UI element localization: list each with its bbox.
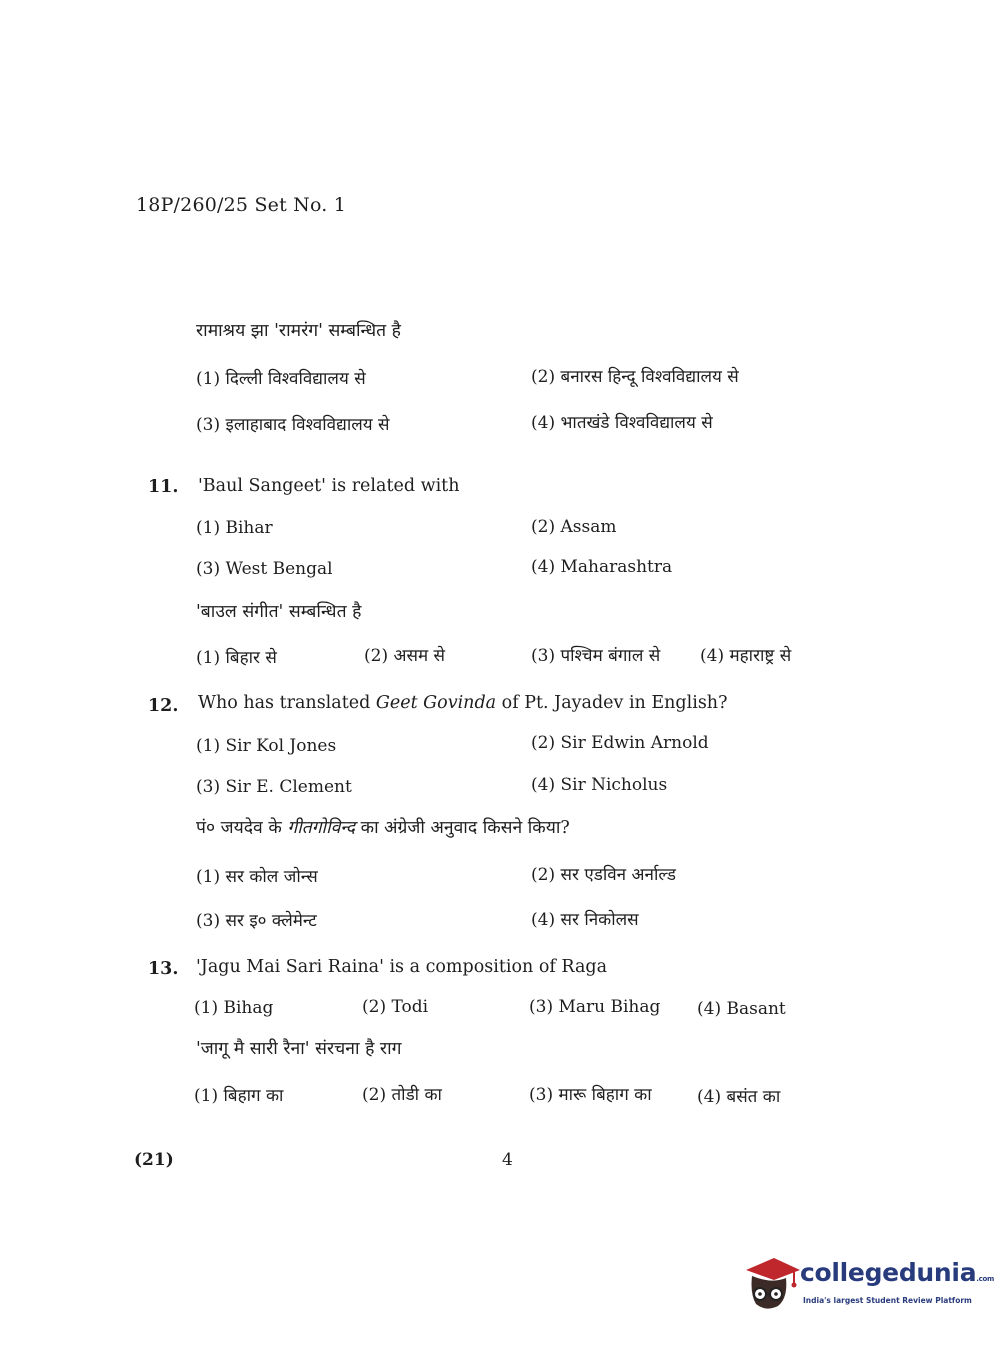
page-number: 4 [502,1150,513,1170]
q12-option-1: (1) Sir Kol Jones [196,736,337,756]
q12-hindi-stem-part-c: का अंग्रेजी अनुवाद किसने किया? [360,818,570,838]
q12-stem [198,693,727,713]
q13-hindi-option-4: (4) बसंत का [697,1087,781,1107]
q12-stem-title: Geet Govinda [375,693,497,713]
q11-number: 11. [148,477,179,497]
q11-hindi-option-3: (3) पश्चिम बंगाल से [531,646,661,666]
q11-hindi-option-1: (1) बिहार से [196,648,277,668]
q12-number: 12. [148,696,179,716]
q13-option-3: (3) Maru Bihag [529,997,661,1017]
logo-wordmark [800,1258,994,1287]
collegedunia-logo[interactable] [744,1250,994,1320]
q12-hindi-option-2: (2) सर एडविन अर्नाल्ड [531,865,676,885]
q12-stem-part-a: Who has translated [198,693,371,713]
q13-number: 13. [148,959,179,979]
q11-hindi-option-4: (4) महाराष्ट्र से [700,646,792,666]
q11-stem: 'Baul Sangeet' is related with [198,476,460,496]
q12-hindi-stem-title: गीतगोविन्द [287,818,356,838]
logo-name: collegedunia [800,1258,977,1287]
q13-option-4: (4) Basant [697,999,786,1019]
q13-hindi-option-1: (1) बिहाग का [194,1086,284,1106]
q10-hindi-stem: रामाश्रय झा 'रामरंग' सम्बन्धित है [196,321,401,341]
q13-option-1: (1) Bihag [194,998,274,1018]
q10-hindi-option-4: (4) भातखंडे विश्वविद्यालय से [531,413,713,433]
q12-option-3: (3) Sir E. Clement [196,777,352,797]
q11-hindi-option-2: (2) असम से [364,646,446,666]
q12-hindi-option-4: (4) सर निकोलस [531,910,639,930]
q11-option-3: (3) West Bengal [196,559,333,579]
mascot-icon [744,1254,800,1314]
q13-hindi-option-3: (3) मारू बिहाग का [529,1085,652,1105]
q13-stem: 'Jagu Mai Sari Raina' is a composition of Raga [196,957,608,977]
logo-suffix: .com [976,1275,994,1283]
q10-hindi-option-1: (1) दिल्ली विश्वविद्यालय से [196,369,366,389]
q12-hindi-stem [196,815,570,839]
q12-option-4: (4) Sir Nicholus [531,775,668,795]
q13-option-2: (2) Todi [362,997,429,1017]
q13-hindi-option-2: (2) तोडी का [362,1085,442,1105]
q12-hindi-stem-part-a: पं० जयदेव के [196,818,282,838]
logo-tagline: India's largest Student Review Platform [803,1296,972,1305]
q11-option-2: (2) Assam [531,517,617,537]
q11-hindi-stem: 'बाउल संगीत' सम्बन्धित है [196,602,362,622]
q13-hindi-stem: 'जागू मै सारी रैना' संरचना है राग [196,1039,402,1059]
footer-code: (21) [134,1150,174,1170]
q12-hindi-option-3: (3) सर इ० क्लेमेन्ट [196,911,317,931]
q12-hindi-option-1: (1) सर कोल जोन्स [196,867,318,887]
q11-option-4: (4) Maharashtra [531,557,673,577]
q10-hindi-option-3: (3) इलाहाबाद विश्वविद्यालय से [196,415,390,435]
q12-stem-part-c: of Pt. Jayadev in English? [501,693,728,713]
q12-option-2: (2) Sir Edwin Arnold [531,733,709,753]
paper-code: 18P/260/25 Set No. 1 [136,194,347,216]
q11-option-1: (1) Bihar [196,518,273,538]
q10-hindi-option-2: (2) बनारस हिन्दू विश्वविद्यालय से [531,367,739,387]
